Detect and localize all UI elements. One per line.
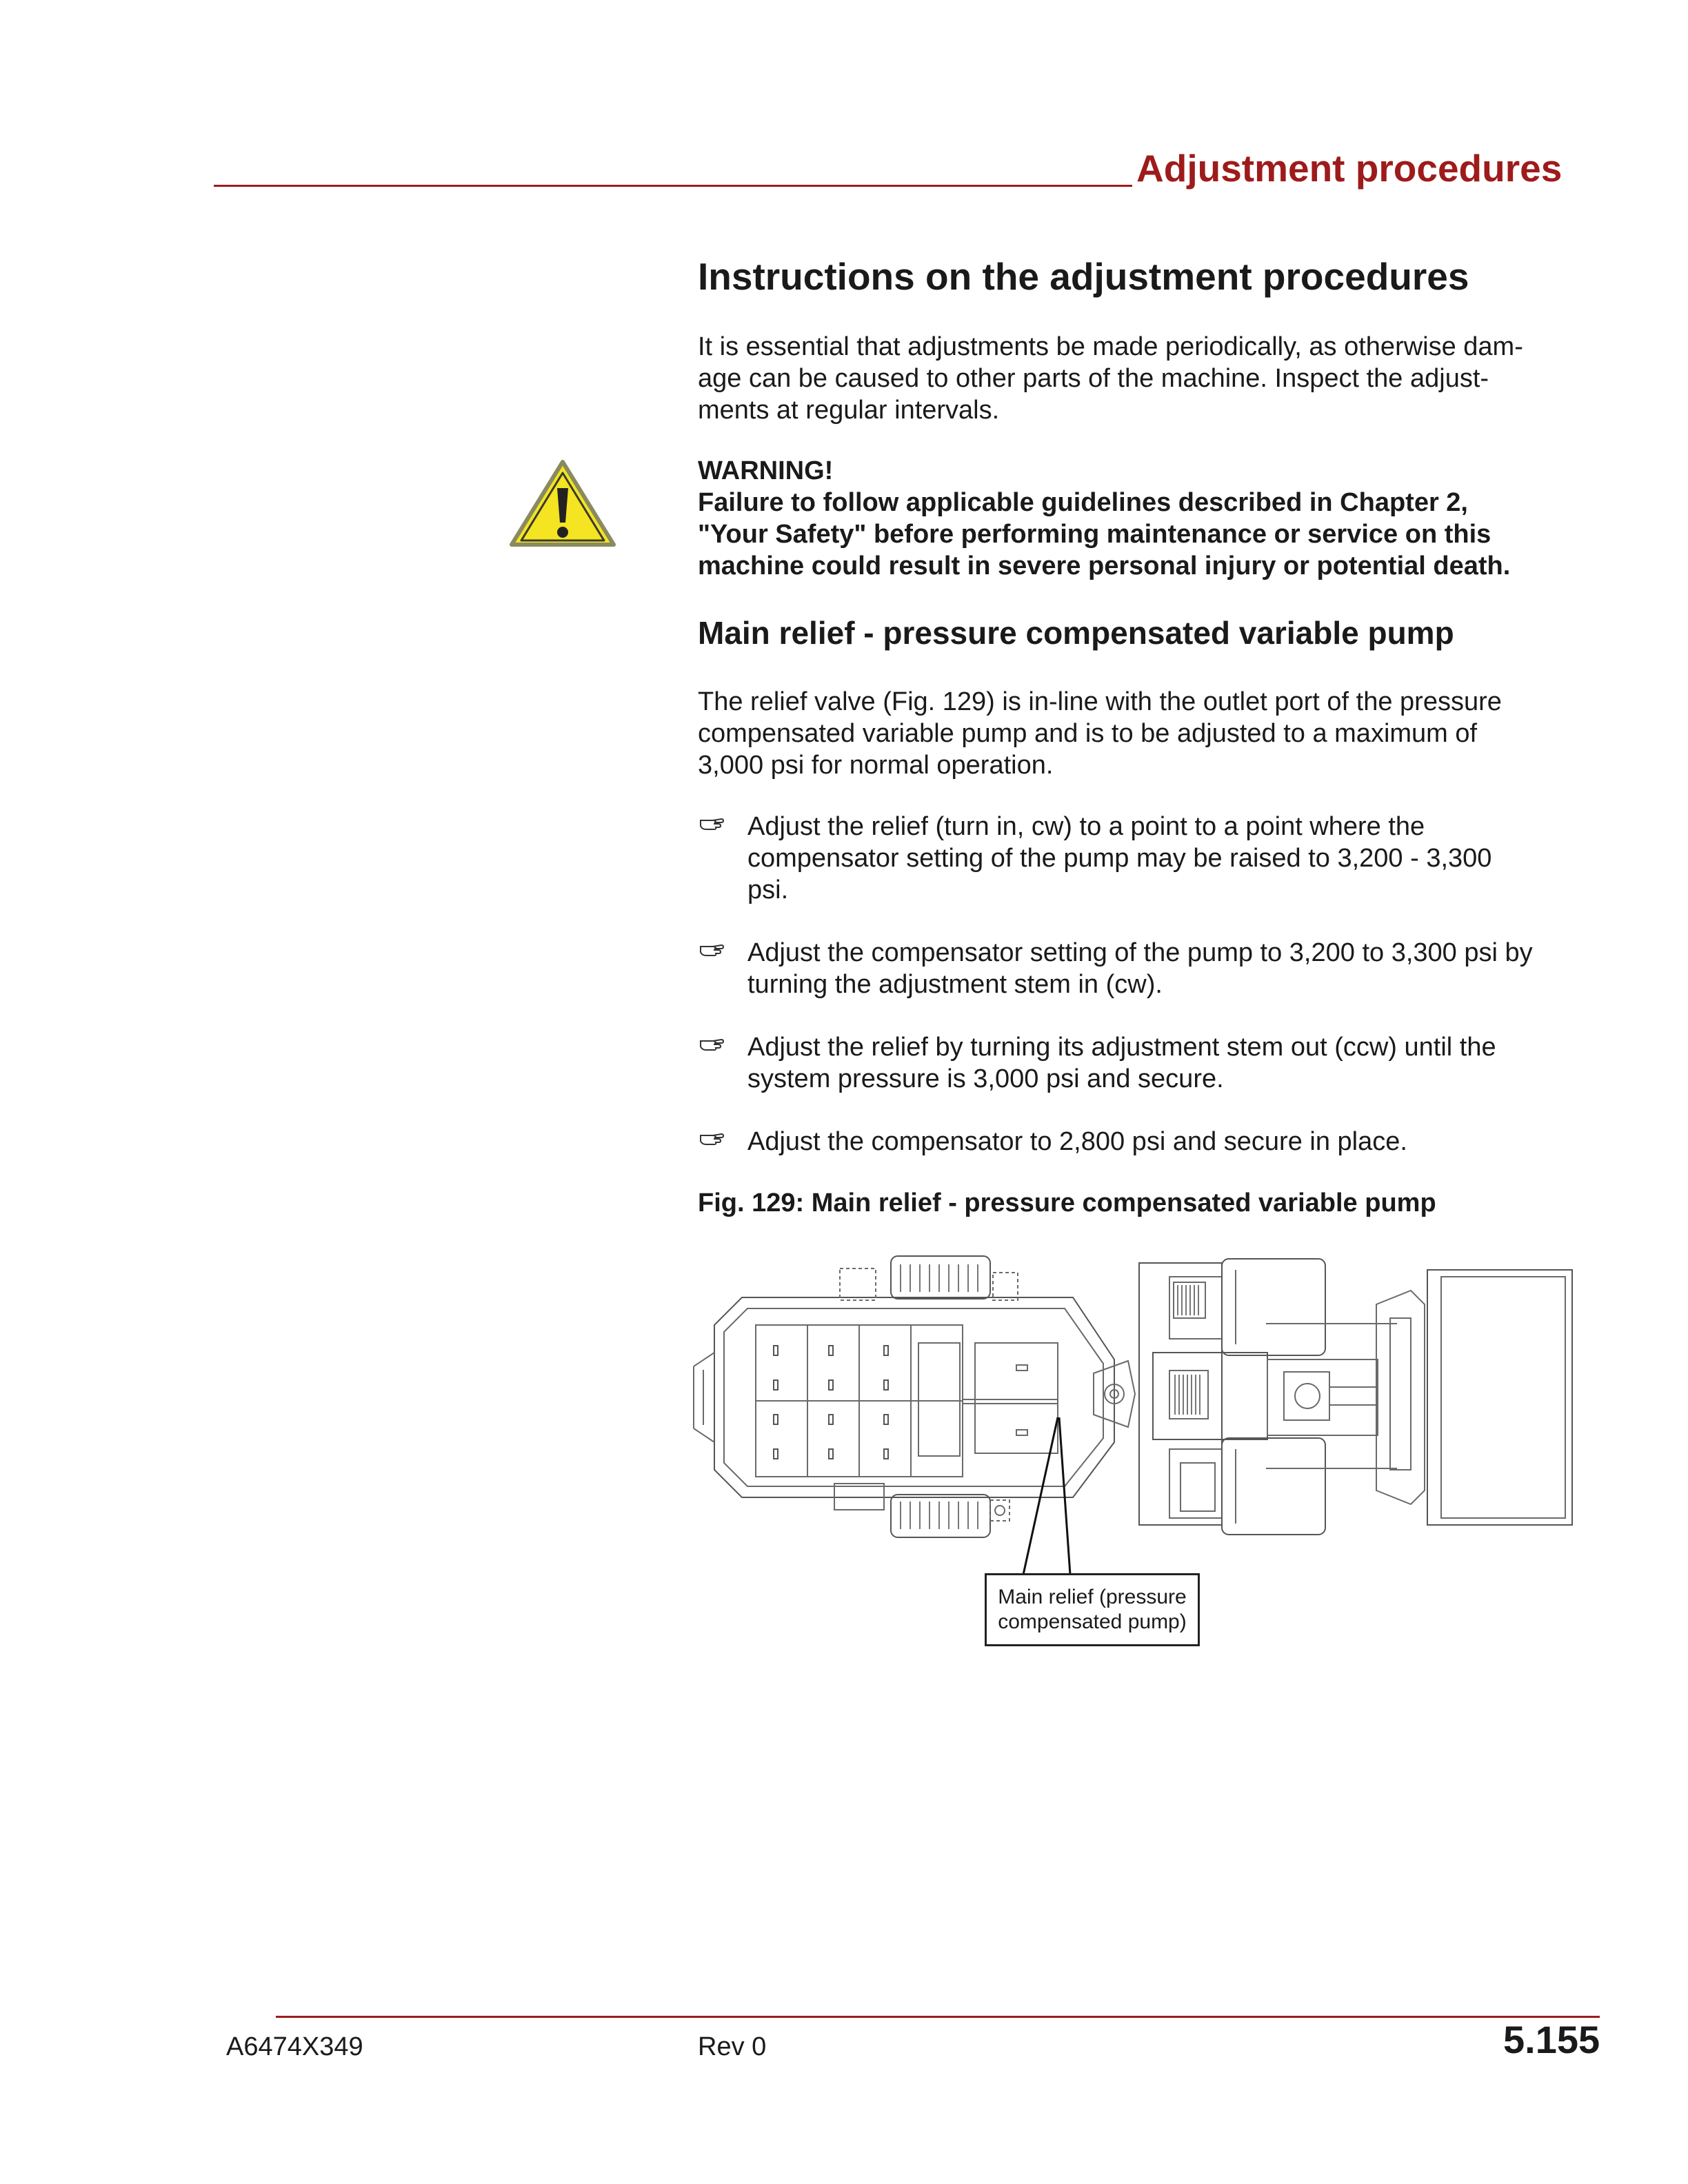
pointing-hand-icon [698, 812, 725, 833]
intro-paragraph [698, 331, 1587, 426]
footer-rule [276, 2016, 1600, 2018]
step-item [698, 1126, 1587, 1157]
step-line: system pressure is 3,000 psi and secure. [747, 1064, 1224, 1093]
step-line: Adjust the relief by turning its adjustment stem out (ccw) until the [747, 1033, 1496, 1062]
figure-callout [985, 1573, 1200, 1646]
intro-line: age can be caused to other parts of the machine. Inspect the adjust- [698, 364, 1489, 393]
step-line: compensator setting of the pump may be raised to 3,200 - 3,300 [747, 844, 1492, 873]
warning-triangle-icon [508, 458, 618, 549]
step-list [698, 811, 1587, 1189]
pointing-hand-icon [698, 938, 725, 959]
page-number: 5.155 [1503, 2018, 1600, 2061]
step-line: Adjust the compensator setting of the pump to 3,200 to 3,300 psi by [747, 938, 1533, 967]
subsection-description [698, 686, 1587, 781]
step-line: turning the adjustment stem in (cw). [747, 970, 1163, 999]
step-line: Adjust the relief (turn in, cw) to a point to a point where the [747, 812, 1425, 841]
intro-line: It is essential that adjustments be made periodically, as otherwise dam- [698, 332, 1523, 361]
description-line: The relief valve (Fig. 129) is in-line with the outlet port of the pressure [698, 687, 1502, 716]
callout-line: compensated pump) [998, 1610, 1187, 1633]
description-line: compensated variable pump and is to be adjusted to a maximum of [698, 719, 1478, 748]
callout-leader [1021, 1415, 1076, 1577]
step-line: psi. [747, 876, 789, 904]
warning-block [698, 455, 1587, 582]
header-rule [214, 185, 1132, 187]
warning-line: "Your Safety" before performing maintenance or service on this [698, 520, 1491, 549]
section-title: Instructions on the adjustment procedures [698, 255, 1469, 298]
revision-label: Rev 0 [698, 2032, 767, 2061]
pointing-hand-icon [698, 1033, 725, 1053]
step-item [698, 937, 1587, 1000]
step-item [698, 811, 1587, 906]
document-code: A6474X349 [226, 2032, 363, 2061]
callout-line: Main relief (pressure [998, 1586, 1187, 1608]
warning-line: machine could result in severe personal injury or potential death. [698, 552, 1511, 580]
step-line: Adjust the compensator to 2,800 psi and secure in place. [747, 1127, 1407, 1156]
warning-line: Failure to follow applicable guidelines described in Chapter 2, [698, 488, 1468, 517]
subsection-title: Main relief - pressure compensated variable pump [698, 615, 1454, 651]
description-line: 3,000 psi for normal operation. [698, 751, 1054, 780]
chapter-title: Adjustment procedures [1136, 147, 1563, 190]
figure-caption: Fig. 129: Main relief - pressure compensated variable pump [698, 1189, 1436, 1217]
pointing-hand-icon [698, 1127, 725, 1148]
step-item [698, 1031, 1587, 1095]
intro-line: ments at regular intervals. [698, 396, 1000, 425]
warning-label: WARNING! [698, 456, 834, 485]
